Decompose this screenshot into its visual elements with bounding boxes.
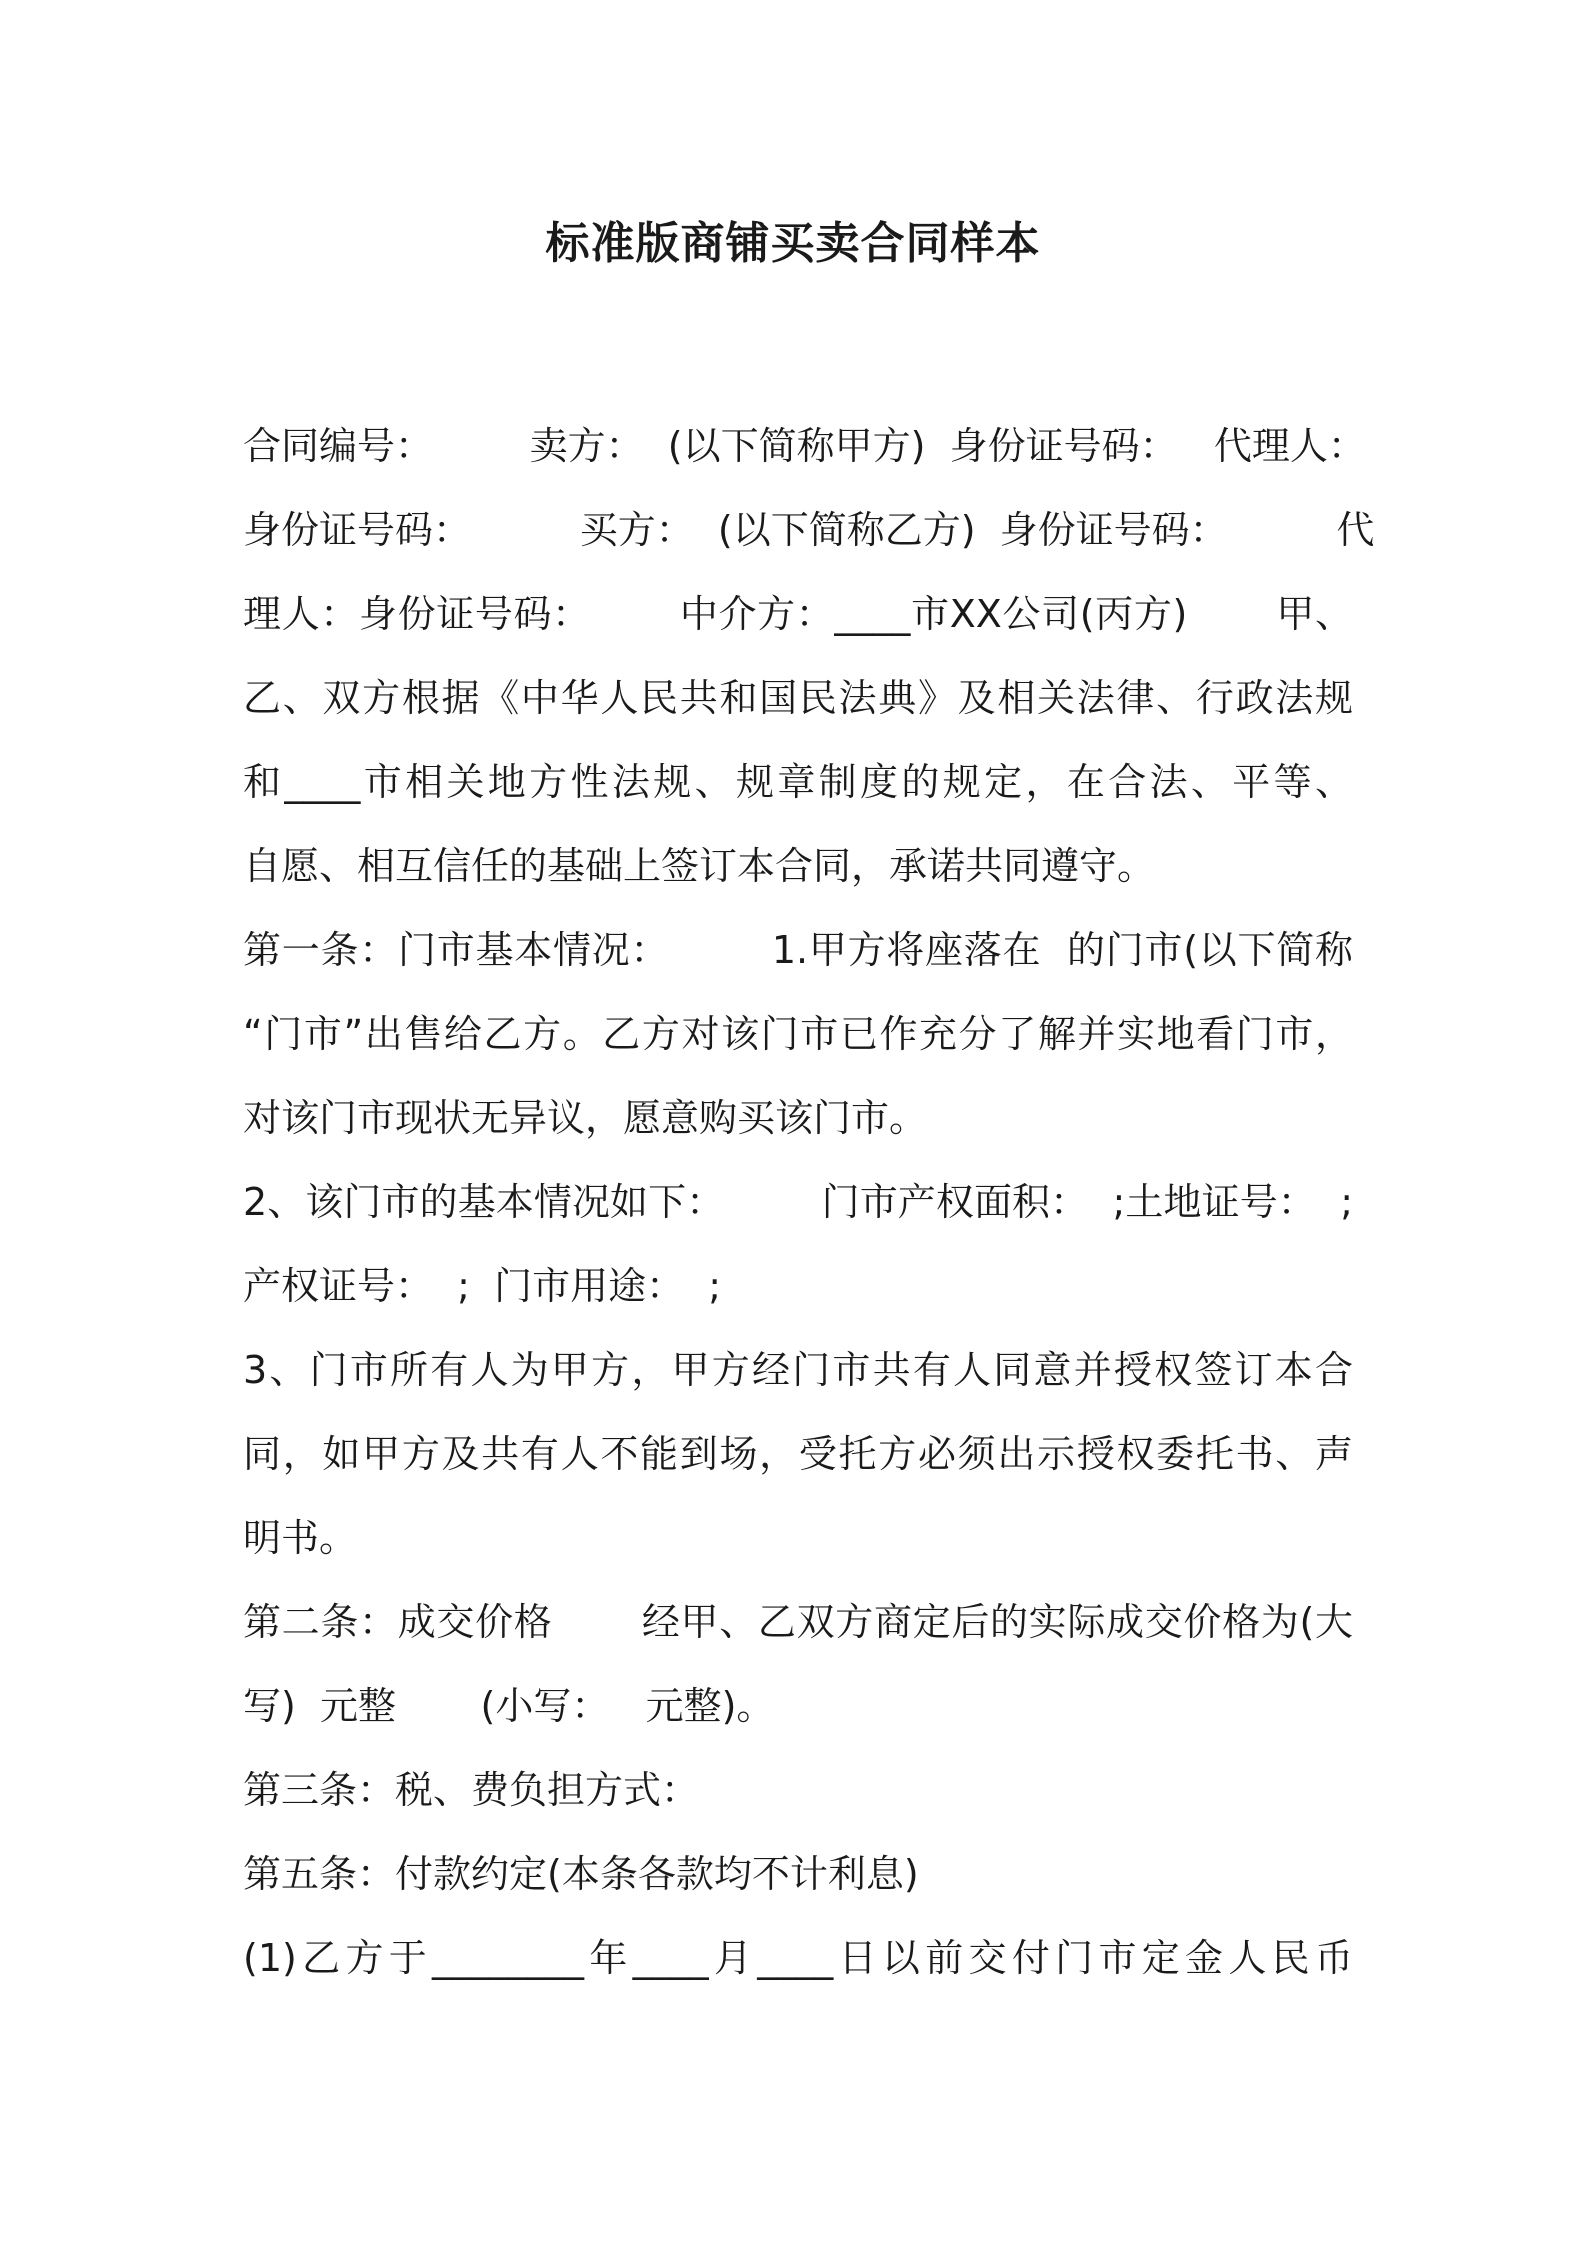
text-line: 和____市相关地方性法规、规章制度的规定，在合法、平等、 <box>243 760 1353 804</box>
text-line: 产权证号： ; 门市用途： ; <box>243 1264 722 1308</box>
text-line: 第二条：成交价格 经甲、乙双方商定后的实际成交价格为(大 <box>243 1600 1353 1644</box>
document-title: 标准版商铺买卖合同样本 <box>545 218 1041 269</box>
text-line: 明书。 <box>243 1516 358 1560</box>
text-line: 第五条：付款约定(本条各款均不计利息) <box>243 1852 919 1896</box>
text-line: 写) 元整 (小写： 元整)。 <box>243 1684 775 1728</box>
text-line: (1)乙方于________年____月____日以前交付门市定金人民币 <box>243 1936 1353 1980</box>
text-line: 3、门市所有人为甲方，甲方经门市共有人同意并授权签订本合 <box>243 1348 1353 1392</box>
text-line: 2、该门市的基本情况如下： 门市产权面积： ;土地证号： ; <box>243 1180 1353 1224</box>
text-line: 乙、双方根据《中华人民共和国民法典》及相关法律、行政法规 <box>243 676 1353 720</box>
text-line: 理人：身份证号码： 中介方：____市XX公司(丙方) 甲、 <box>243 592 1353 636</box>
text-line: 同，如甲方及共有人不能到场，受托方必须出示授权委托书、声 <box>243 1432 1353 1476</box>
text-line: 第一条：门市基本情况： 1.甲方将座落在 的门市(以下简称 <box>243 928 1353 972</box>
text-line: 第三条：税、费负担方式： <box>243 1768 700 1812</box>
document-body <box>243 404 1375 2000</box>
text-line: 合同编号： 卖方： (以下简称甲方) 身份证号码： 代理人： <box>243 424 1366 468</box>
text-line: “门市”出售给乙方。乙方对该门市已作充分了解并实地看门市， <box>243 1012 1353 1056</box>
text-line: 自愿、相互信任的基础上签订本合同，承诺共同遵守。 <box>243 844 1156 888</box>
text-line: 对该门市现状无异议，愿意购买该门市。 <box>243 1096 928 1140</box>
text-line: 身份证号码： 买方： (以下简称乙方) 身份证号码： 代 <box>243 508 1375 552</box>
